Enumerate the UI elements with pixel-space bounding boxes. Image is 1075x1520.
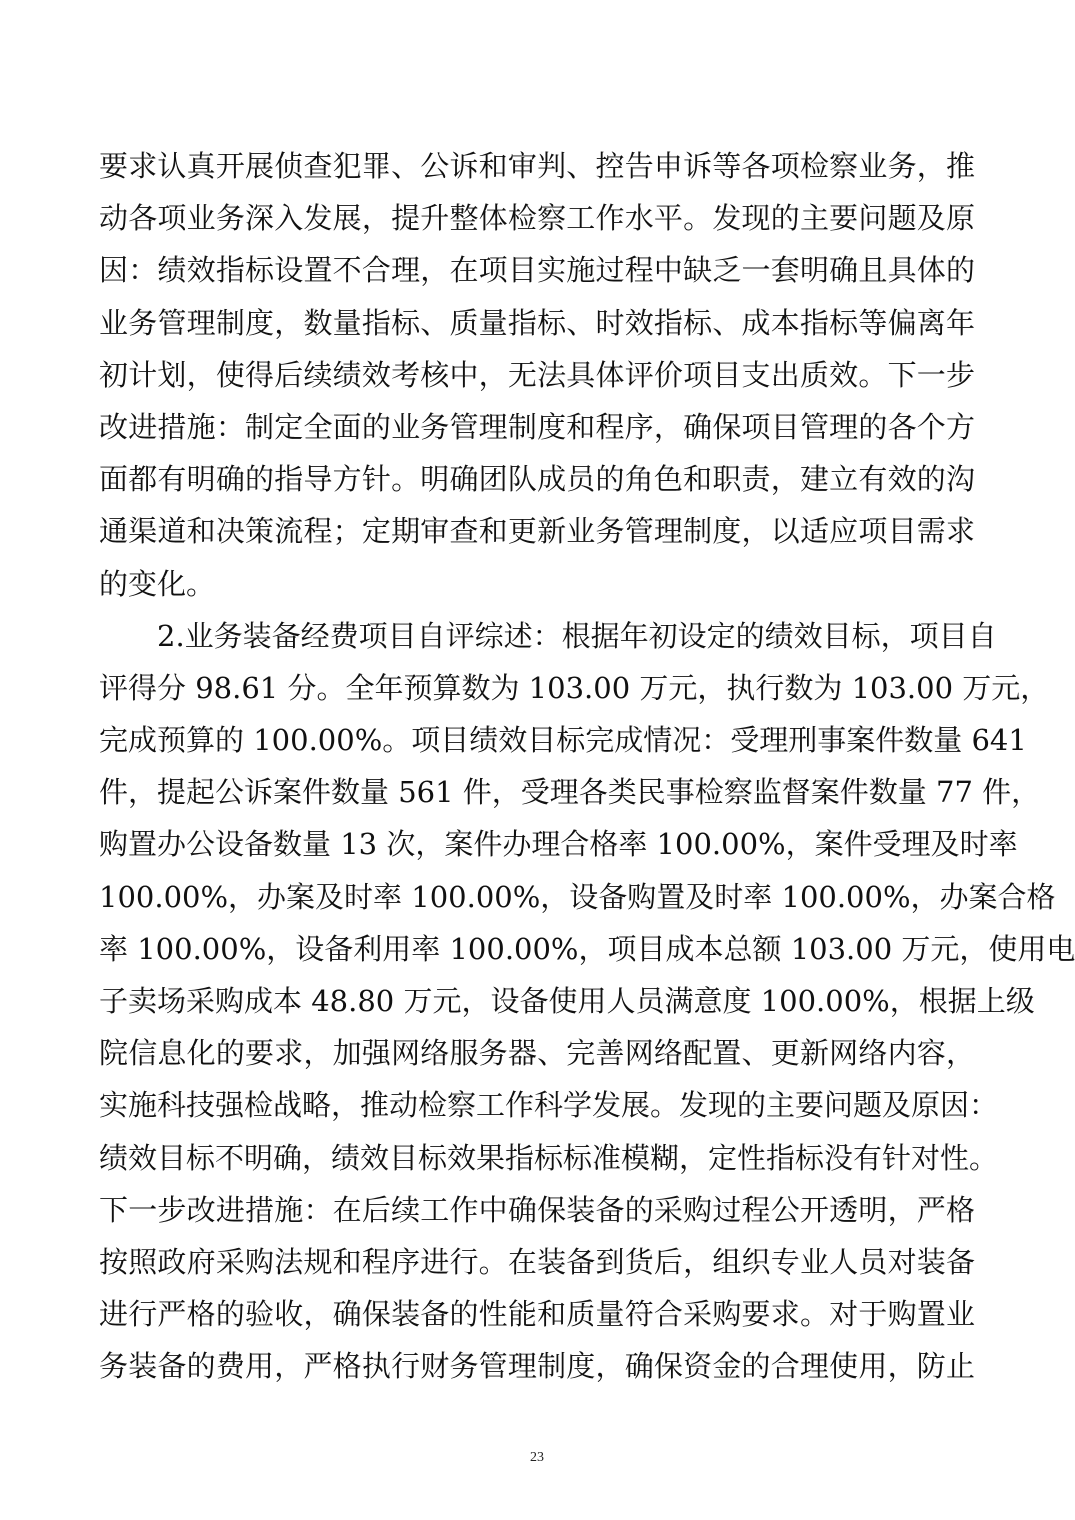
- text-line: 因：绩效指标设置不合理，在项目实施过程中缺乏一套明确且具体的: [99, 253, 975, 288]
- text-line: 的变化。: [99, 566, 216, 601]
- text-line: 通渠道和决策流程；定期审查和更新业务管理制度，以适应项目需求: [99, 514, 975, 549]
- text-line: 务装备的费用，严格执行财务管理制度，确保资金的合理使用，防止: [99, 1349, 975, 1384]
- text-line: 院信息化的要求，加强网络服务器、完善网络配置、更新网络内容，: [99, 1036, 975, 1071]
- text-line: 按照政府采购法规和程序进行。在装备到货后，组织专业人员对装备: [99, 1244, 975, 1279]
- text-line: 件，提起公诉案件数量 561 件，受理各类民事检察监督案件数量 77 件，: [99, 775, 1041, 810]
- body-text: [99, 140, 1075, 1393]
- text-line: 绩效目标不明确，绩效目标效果指标标准模糊，定性指标没有针对性。: [99, 1140, 999, 1175]
- text-line: 100.00%，办案及时率 100.00%，设备购置及时率 100.00%，办案合格: [99, 879, 1056, 914]
- text-line: 评得分 98.61 分。全年预算数为 103.00 万元，执行数为 103.00 万元，: [99, 670, 1050, 705]
- text-line: 面都有明确的指导方针。明确团队成员的角色和职责，建立有效的沟: [99, 462, 975, 497]
- page-number: 23: [530, 1450, 544, 1465]
- text-line: 进行严格的验收，确保装备的性能和质量符合采购要求。对于购置业: [99, 1297, 975, 1332]
- text-line: 购置办公设备数量 13 次，案件办理合格率 100.00%，案件受理及时率: [99, 827, 1018, 862]
- text-line: 业务管理制度，数量指标、质量指标、时效指标、成本指标等偏离年: [99, 305, 975, 340]
- text-line: 实施科技强检战略，推动检察工作科学发展。发现的主要问题及原因：: [99, 1088, 999, 1123]
- text-line: 子卖场采购成本 48.80 万元，设备使用人员满意度 100.00%，根据上级: [99, 984, 1035, 1018]
- text-line: 完成预算的 100.00%。项目绩效目标完成情况：受理刑事案件数量 641: [99, 723, 1027, 758]
- text-line: 率 100.00%，设备利用率 100.00%，项目成本总额 103.00 万元，使用电: [99, 931, 1075, 966]
- text-line: 初计划，使得后续绩效考核中，无法具体评价项目支出质效。下一步: [99, 357, 975, 392]
- text-line: 要求认真开展侦查犯罪、公诉和审判、控告申诉等各项检察业务，推: [99, 149, 975, 183]
- text-line: 下一步改进措施：在后续工作中确保装备的采购过程公开透明，严格: [99, 1192, 975, 1227]
- text-line: 动各项业务深入发展，提升整体检察工作水平。发现的主要问题及原: [99, 201, 975, 236]
- text-line: 改进措施：制定全面的业务管理制度和程序，确保项目管理的各个方: [99, 409, 975, 444]
- paragraph-start-line: 2.业务装备经费项目自评综述：根据年初设定的绩效目标，项目自: [157, 618, 997, 653]
